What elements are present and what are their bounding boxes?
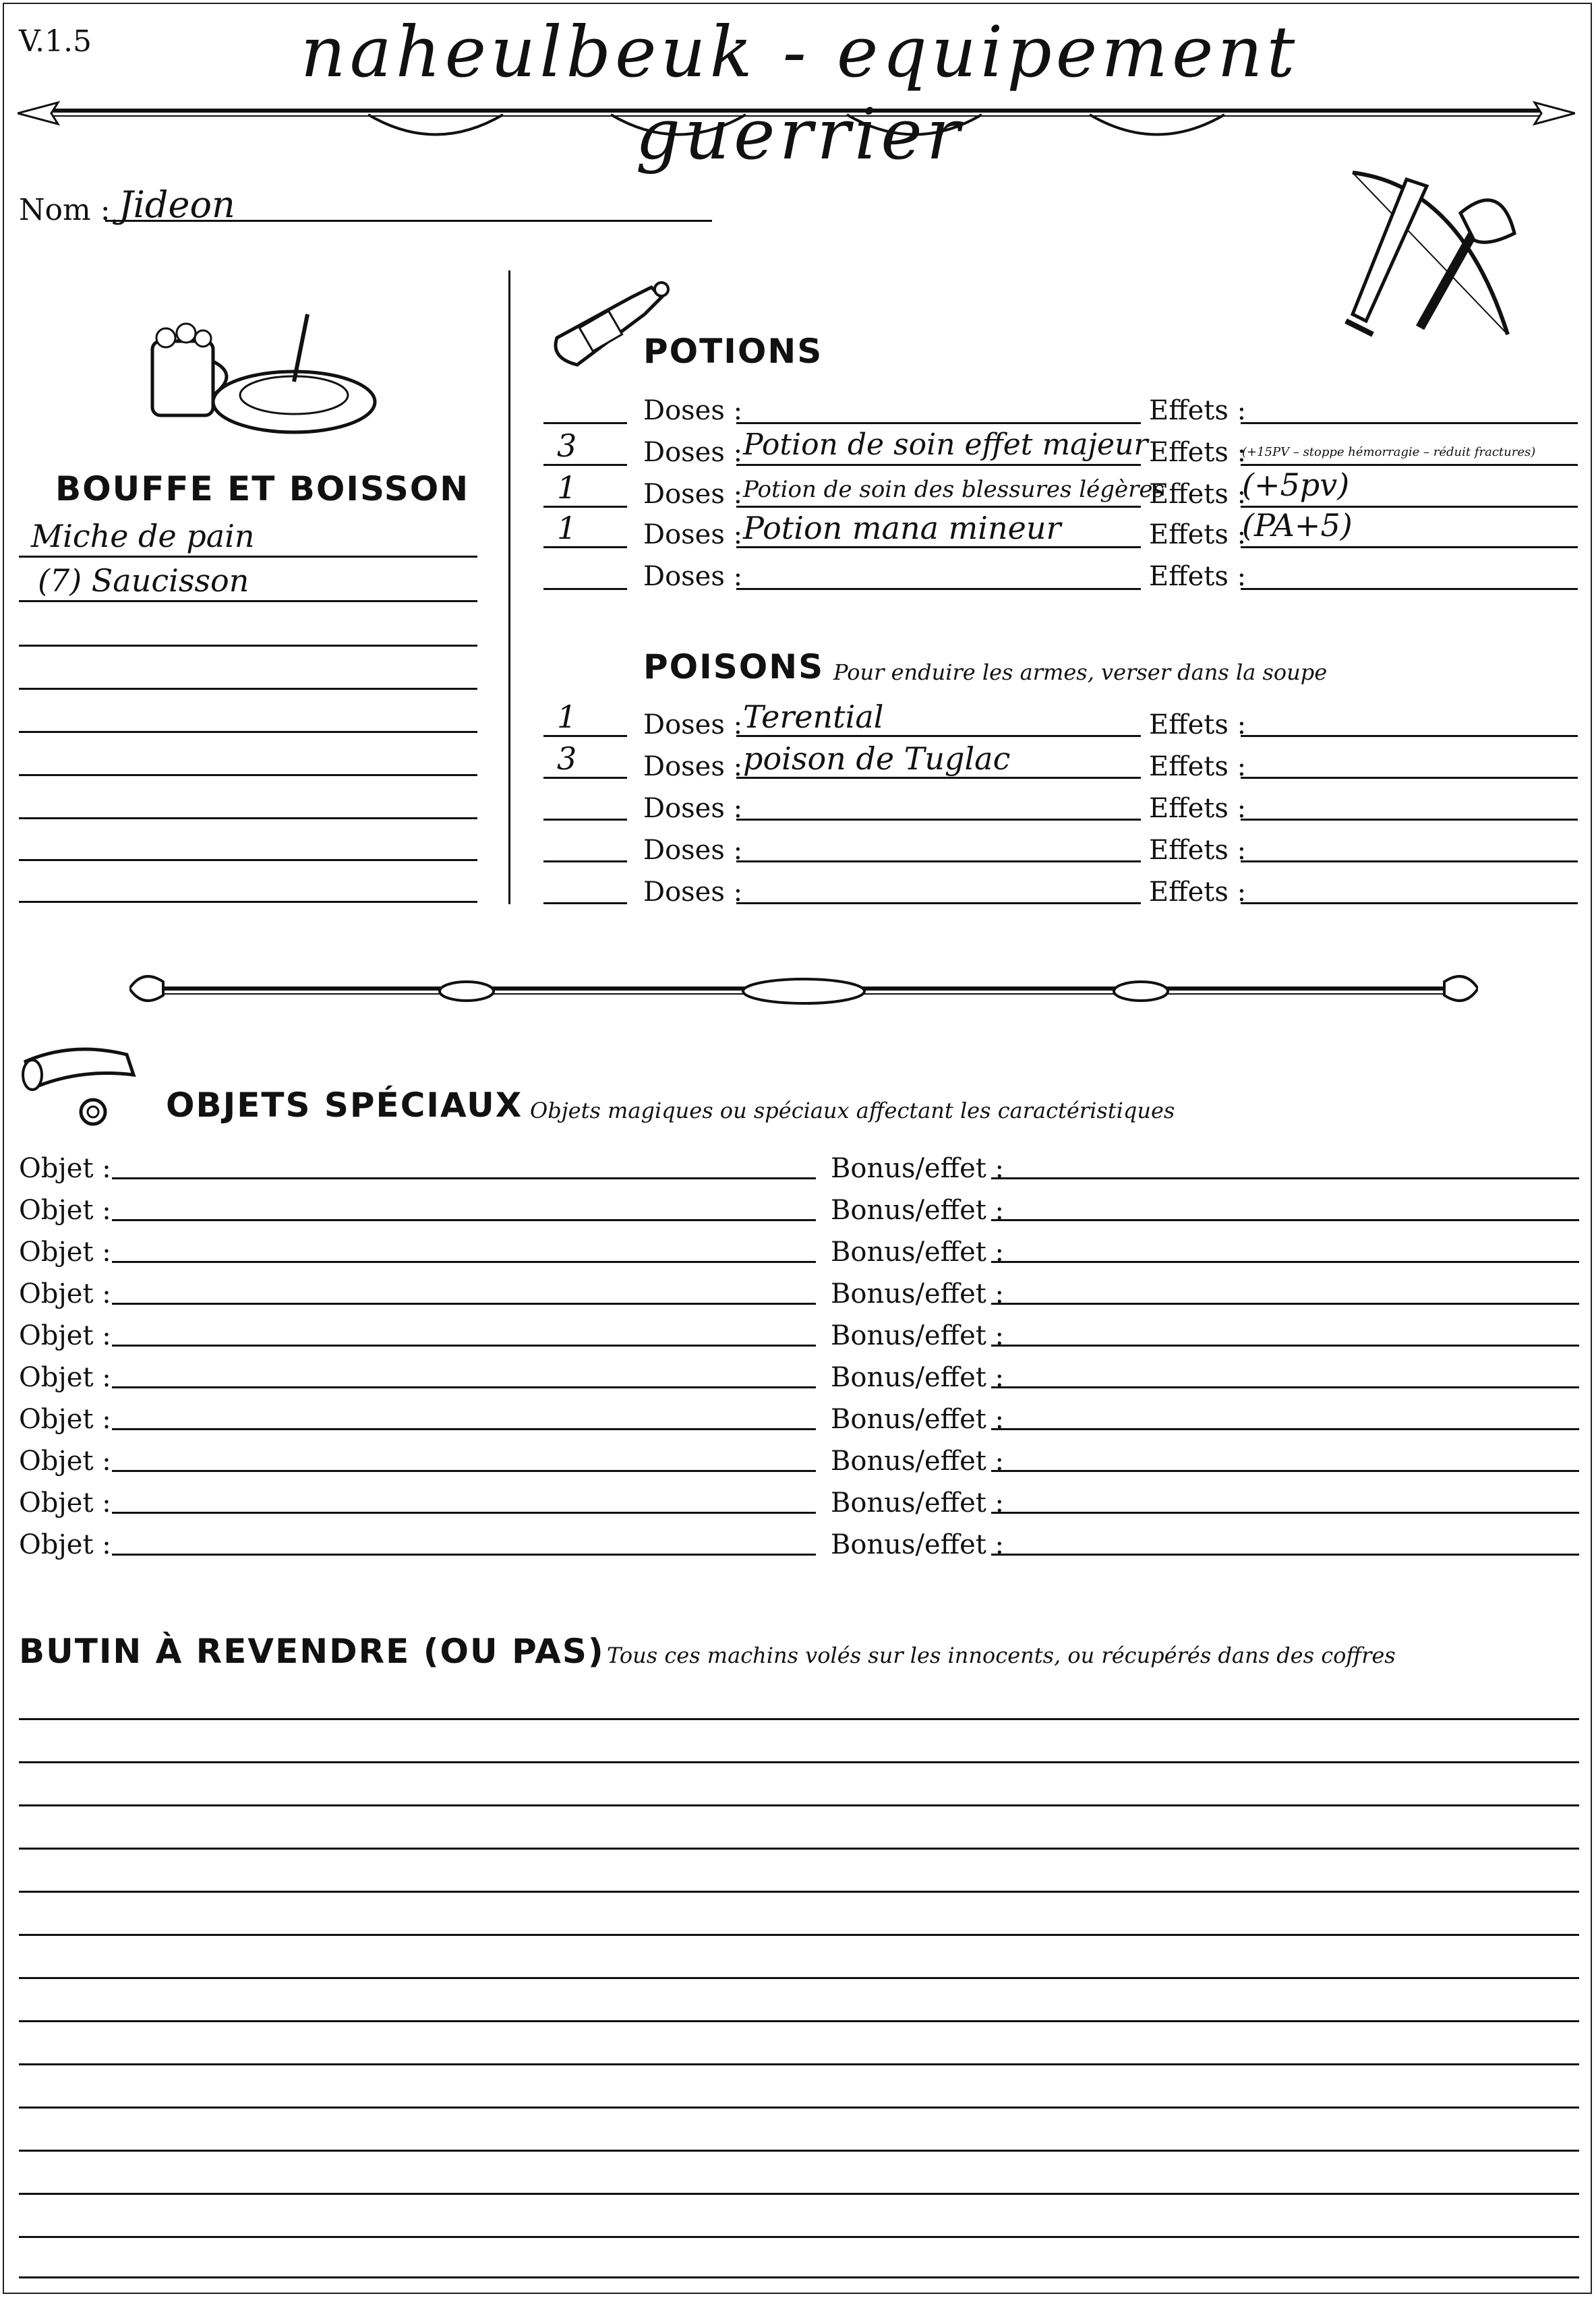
- doses-label: Doses :: [643, 793, 743, 824]
- objet-line: [112, 1177, 816, 1179]
- nom-label: Nom :: [19, 193, 111, 227]
- qty-line: [543, 819, 627, 821]
- qty-line: [543, 422, 627, 424]
- bonus-label: Bonus/effet :: [831, 1153, 1005, 1184]
- effect-line: [1241, 588, 1578, 590]
- bouffe-line: [19, 556, 477, 558]
- column-divider: [508, 270, 510, 904]
- butin-line: [19, 2150, 1579, 2152]
- bouffe-header: BOUFFE ET BOISSON: [55, 469, 470, 508]
- bonus-label: Bonus/effet :: [831, 1446, 1005, 1477]
- potion-effect[interactable]: (+5pv): [1242, 467, 1350, 503]
- doses-label: Doses :: [643, 437, 743, 468]
- effets-label: Effets :: [1149, 793, 1247, 824]
- objet-label: Objet :: [19, 1237, 111, 1268]
- dose-name-line: [736, 902, 1141, 904]
- bonus-label: Bonus/effet :: [831, 1278, 1005, 1309]
- potion-name[interactable]: Potion de soin effet majeur: [743, 428, 1148, 462]
- bonus-label: Bonus/effet :: [831, 1487, 1005, 1519]
- bouffe-item-2[interactable]: (7) Saucisson: [38, 562, 249, 599]
- poisons-subtitle: Pour enduire les armes, verser dans la soupe: [833, 659, 1328, 685]
- bouffe-line: [19, 731, 477, 733]
- potions-header: POTIONS: [643, 332, 823, 371]
- nom-underline: [105, 220, 712, 222]
- objet-line: [112, 1303, 816, 1305]
- potion-name[interactable]: Potion mana mineur: [743, 510, 1061, 546]
- objet-label: Objet :: [19, 1404, 111, 1435]
- objet-label: Objet :: [19, 1529, 111, 1560]
- poison-name[interactable]: Terential: [743, 699, 884, 735]
- qty-line: [543, 902, 627, 904]
- doses-label: Doses :: [643, 479, 743, 510]
- poison-qty[interactable]: 3: [557, 740, 577, 777]
- bonus-label: Bonus/effet :: [831, 1237, 1005, 1268]
- bonus-label: Bonus/effet :: [831, 1195, 1005, 1226]
- bouffe-line: [19, 774, 477, 776]
- bouffe-line: [19, 901, 477, 903]
- bouffe-line: [19, 859, 477, 861]
- objet-label: Objet :: [19, 1278, 111, 1309]
- effect-line: [1241, 777, 1578, 779]
- effets-label: Effets :: [1149, 395, 1247, 426]
- butin-line: [19, 1761, 1579, 1763]
- poisons-header: POISONS: [643, 647, 825, 686]
- objet-line: [112, 1512, 816, 1514]
- butin-line: [19, 1934, 1579, 1936]
- equipment-sheet: [3, 3, 1592, 2294]
- food-platter-icon: [139, 301, 382, 449]
- potion-effect[interactable]: (PA+5): [1242, 507, 1353, 543]
- butin-line: [19, 2106, 1579, 2109]
- qty-line: [543, 506, 627, 508]
- poison-name[interactable]: poison de Tuglac: [743, 740, 1011, 777]
- bouffe-line: [19, 817, 477, 819]
- staff-divider-icon: [129, 962, 1478, 1015]
- doses-label: Doses :: [643, 519, 743, 550]
- dose-name-line: [736, 860, 1141, 862]
- dose-name-line: [736, 464, 1141, 466]
- qty-line: [543, 777, 627, 779]
- objet-label: Objet :: [19, 1362, 111, 1393]
- scroll-ring-icon: [19, 1034, 154, 1136]
- dose-name-line: [736, 588, 1141, 590]
- butin-line: [19, 1848, 1579, 1850]
- bouffe-line: [19, 600, 477, 602]
- bouffe-item-1[interactable]: Miche de pain: [31, 518, 255, 554]
- butin-line: [19, 2276, 1579, 2278]
- butin-line: [19, 2193, 1579, 2195]
- bonus-line: [991, 1345, 1579, 1347]
- effect-line: [1241, 735, 1578, 737]
- butin-line: [19, 1977, 1579, 1979]
- dose-name-line: [736, 819, 1141, 821]
- bonus-line: [991, 1512, 1579, 1514]
- butin-line: [19, 1718, 1579, 1720]
- dose-name-line: [736, 546, 1141, 548]
- doses-label: Doses :: [643, 561, 743, 592]
- bonus-line: [991, 1470, 1579, 1472]
- objet-label: Objet :: [19, 1320, 111, 1351]
- effets-label: Effets :: [1149, 751, 1247, 782]
- effets-label: Effets :: [1149, 437, 1247, 468]
- bonus-label: Bonus/effet :: [831, 1362, 1005, 1393]
- version-label: V.1.5: [19, 24, 92, 59]
- butin-line: [19, 1891, 1579, 1893]
- bonus-line: [991, 1554, 1579, 1556]
- qty-line: [543, 860, 627, 862]
- bonus-label: Bonus/effet :: [831, 1320, 1005, 1351]
- butin-line: [19, 2063, 1579, 2065]
- dose-name-line: [736, 777, 1141, 779]
- objet-line: [112, 1345, 816, 1347]
- objet-label: Objet :: [19, 1195, 111, 1226]
- bonus-line: [991, 1428, 1579, 1430]
- qty-line: [543, 588, 627, 590]
- objet-label: Objet :: [19, 1153, 111, 1184]
- effect-line: [1241, 464, 1578, 466]
- bouffe-line: [19, 645, 477, 647]
- qty-line: [543, 464, 627, 466]
- effets-label: Effets :: [1149, 835, 1247, 866]
- dose-name-line: [736, 506, 1141, 508]
- doses-label: Doses :: [643, 835, 743, 866]
- dose-name-line: [736, 735, 1141, 737]
- bonus-line: [991, 1261, 1579, 1263]
- objet-line: [112, 1386, 816, 1388]
- poison-qty[interactable]: 1: [557, 699, 577, 735]
- objet-line: [112, 1470, 816, 1472]
- butin-subtitle: Tous ces machins volés sur les innocents, ou récupérés dans des coffres: [607, 1643, 1396, 1668]
- effect-line: [1241, 819, 1578, 821]
- effect-line: [1241, 422, 1578, 424]
- bonus-line: [991, 1177, 1579, 1179]
- page-title: naheulbeuk - equipement guerrier: [300, 11, 1299, 175]
- objet-line: [112, 1428, 816, 1430]
- effets-label: Effets :: [1149, 479, 1247, 510]
- effets-label: Effets :: [1149, 519, 1247, 550]
- potion-qty[interactable]: 1: [557, 469, 577, 506]
- objets-header: OBJETS SPÉCIAUX: [166, 1086, 523, 1125]
- butin-line: [19, 1804, 1579, 1806]
- objets-subtitle: Objets magiques ou spéciaux affectant les caractéristiques: [530, 1098, 1175, 1123]
- doses-label: Doses :: [643, 751, 743, 782]
- doses-label: Doses :: [643, 709, 743, 740]
- potion-qty[interactable]: 3: [557, 428, 577, 464]
- bonus-line: [991, 1219, 1579, 1221]
- nom-value[interactable]: Jideon: [119, 183, 235, 226]
- butin-line: [19, 2020, 1579, 2022]
- objet-line: [112, 1219, 816, 1221]
- bonus-line: [991, 1386, 1579, 1388]
- doses-label: Doses :: [643, 395, 743, 426]
- potion-effect[interactable]: (+15PV – stoppe hémorragie – réduit fractures): [1242, 445, 1536, 459]
- spear-divider-icon: [18, 90, 1575, 151]
- objet-line: [112, 1554, 816, 1556]
- dose-name-line: [736, 422, 1141, 424]
- effect-line: [1241, 546, 1578, 548]
- effets-label: Effets :: [1149, 877, 1247, 908]
- bonus-label: Bonus/effet :: [831, 1404, 1005, 1435]
- effets-label: Effets :: [1149, 709, 1247, 740]
- bonus-label: Bonus/effet :: [831, 1529, 1005, 1560]
- crossed-weapons-icon: [1326, 159, 1541, 348]
- qty-line: [543, 735, 627, 737]
- effect-line: [1241, 860, 1578, 862]
- doses-label: Doses :: [643, 877, 743, 908]
- butin-line: [19, 2236, 1579, 2238]
- bouffe-line: [19, 688, 477, 690]
- potion-qty[interactable]: 1: [557, 510, 577, 546]
- butin-header: BUTIN À REVENDRE (OU PAS): [19, 1632, 605, 1671]
- objet-line: [112, 1261, 816, 1263]
- bonus-line: [991, 1303, 1579, 1305]
- objet-label: Objet :: [19, 1446, 111, 1477]
- objet-label: Objet :: [19, 1487, 111, 1519]
- effets-label: Effets :: [1149, 561, 1247, 592]
- potion-name[interactable]: Potion de soin des blessures légères: [743, 476, 1164, 503]
- qty-line: [543, 546, 627, 548]
- effect-line: [1241, 902, 1578, 904]
